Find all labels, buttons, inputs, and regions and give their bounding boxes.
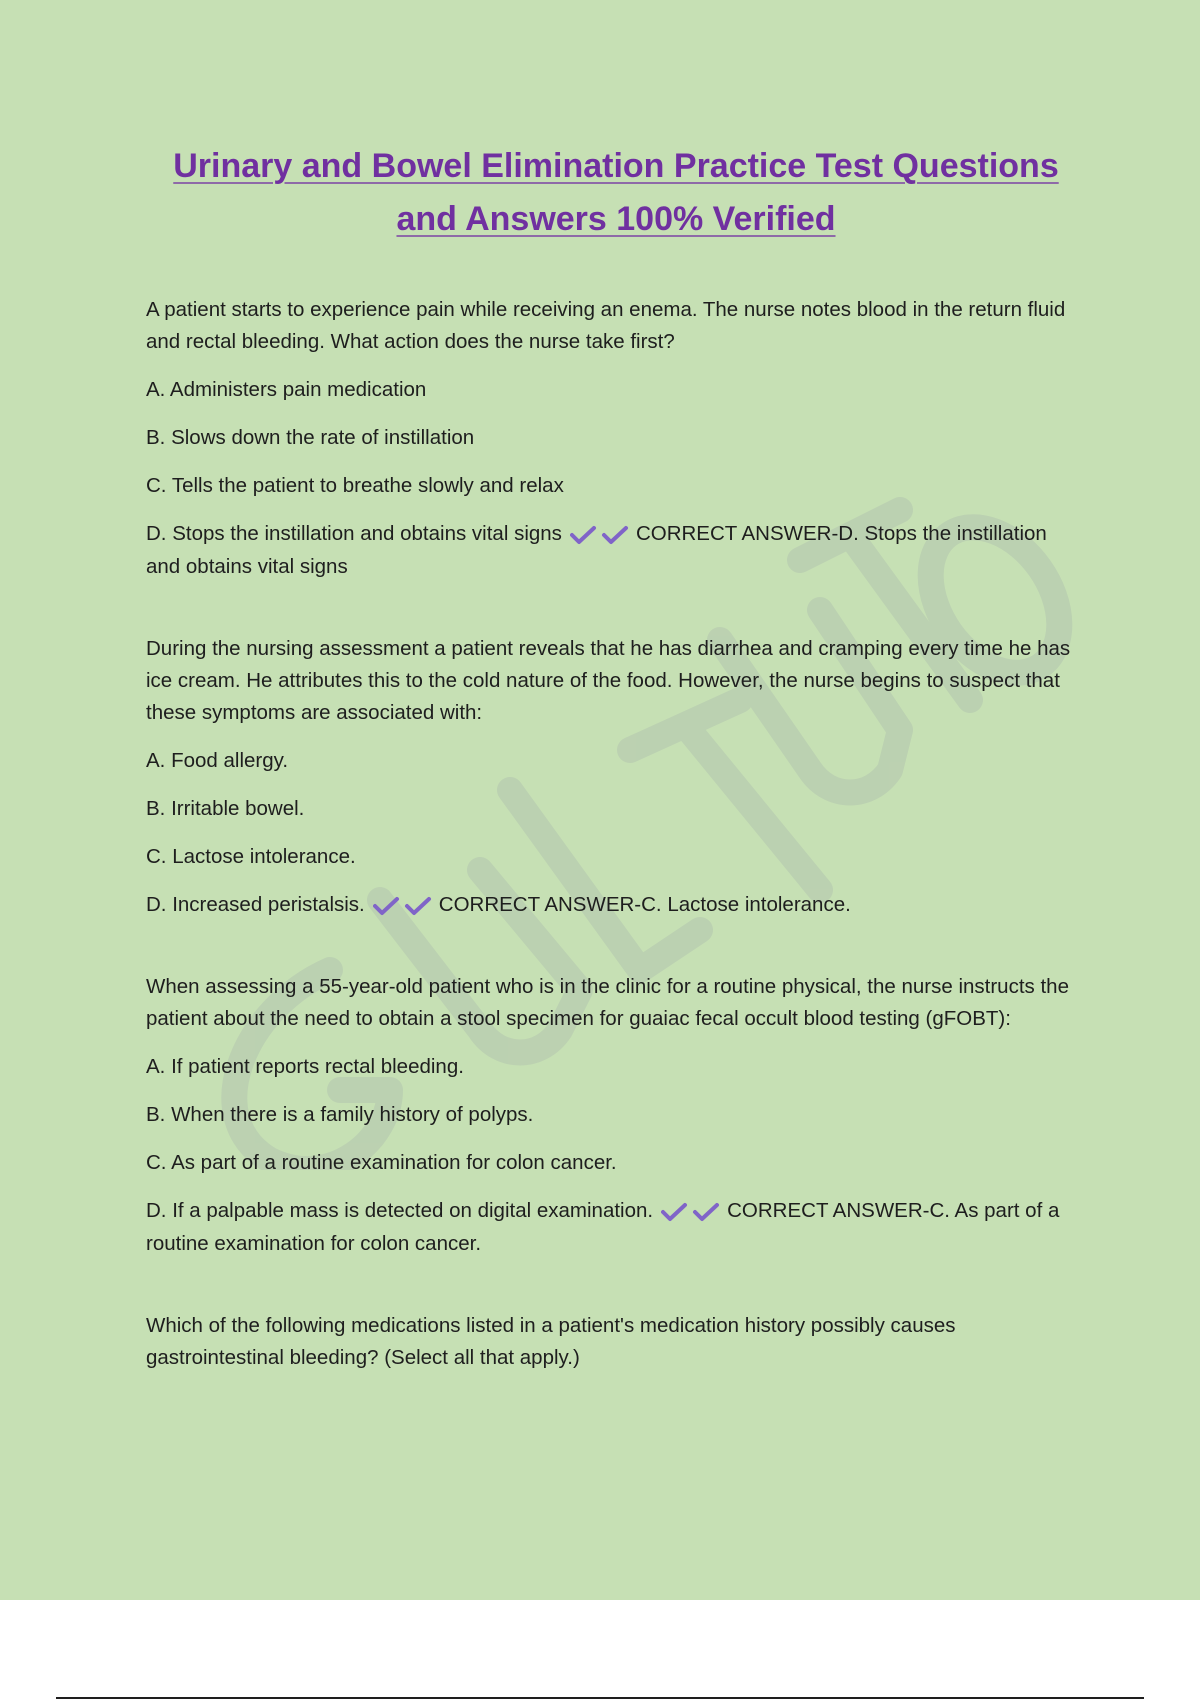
option-d-with-answer [146, 889, 1086, 922]
correct-answer: CORRECT ANSWER-C. As part of a routine examination for colon cancer. [146, 1199, 1060, 1255]
check-mark-icon [570, 519, 630, 551]
correct-answer: CORRECT ANSWER-C. Lactose intolerance. [438, 892, 851, 916]
question-2 [146, 633, 1086, 922]
question-stem: During the nursing assessment a patient reveals that he has diarrhea and cramping every time he has ice cream. He attributes this to the cold nature of the food. However, the nurse begins to suspect that these symptoms are associated with: [146, 636, 1071, 724]
option-a: A. If patient reports rectal bleeding. [146, 1055, 464, 1079]
option-d-with-answer [146, 518, 1086, 583]
question-1 [146, 294, 1086, 583]
option-d: D. Increased peristalsis. [146, 892, 365, 916]
option-b: B. Irritable bowel. [146, 796, 305, 820]
footer-rule [56, 1697, 1144, 1699]
option-c: C. Lactose intolerance. [146, 844, 356, 868]
option-b: B. Slows down the rate of instillation [146, 426, 475, 449]
check-mark-icon [373, 889, 433, 921]
document-content [146, 140, 1086, 1424]
title-line-2: and Answers 100% Verified [396, 200, 836, 238]
title-line-1: Urinary and Bowel Elimination Practice Test Questions [173, 147, 1059, 185]
correct-answer: CORRECT ANSWER-D. Stops the instillation and obtains vital signs [146, 522, 1047, 578]
question-stem: A patient starts to experience pain while receiving an enema. The nurse notes blood in the return fluid and rectal bleeding. What action does the nurse take first? [146, 298, 1066, 353]
option-d: D. If a palpable mass is detected on digital examination. [146, 1199, 654, 1223]
question-4 [146, 1310, 1086, 1374]
page-footer-area [0, 1600, 1200, 1700]
option-c: C. Tells the patient to breathe slowly and relax [146, 474, 564, 497]
option-d: D. Stops the instillation and obtains vital signs [146, 522, 562, 545]
option-a: A. Administers pain medication [146, 378, 427, 401]
check-mark-icon [661, 1196, 721, 1228]
question-3 [146, 971, 1086, 1260]
option-d-with-answer [146, 1195, 1086, 1260]
question-stem: Which of the following medications listed in a patient's medication history possibly causes gastrointestinal bleeding? (Select all that apply.) [146, 1313, 956, 1369]
question-stem: When assessing a 55-year-old patient who is in the clinic for a routine physical, the nurse instructs the patient about the need to obtain a stool specimen for guaiac fecal occult blood testing (gFOBT): [146, 975, 1069, 1031]
document-title [146, 140, 1086, 246]
option-b: B. When there is a family history of polyps. [146, 1103, 534, 1127]
option-c: C. As part of a routine examination for colon cancer. [146, 1151, 617, 1175]
option-a: A. Food allergy. [146, 748, 289, 772]
